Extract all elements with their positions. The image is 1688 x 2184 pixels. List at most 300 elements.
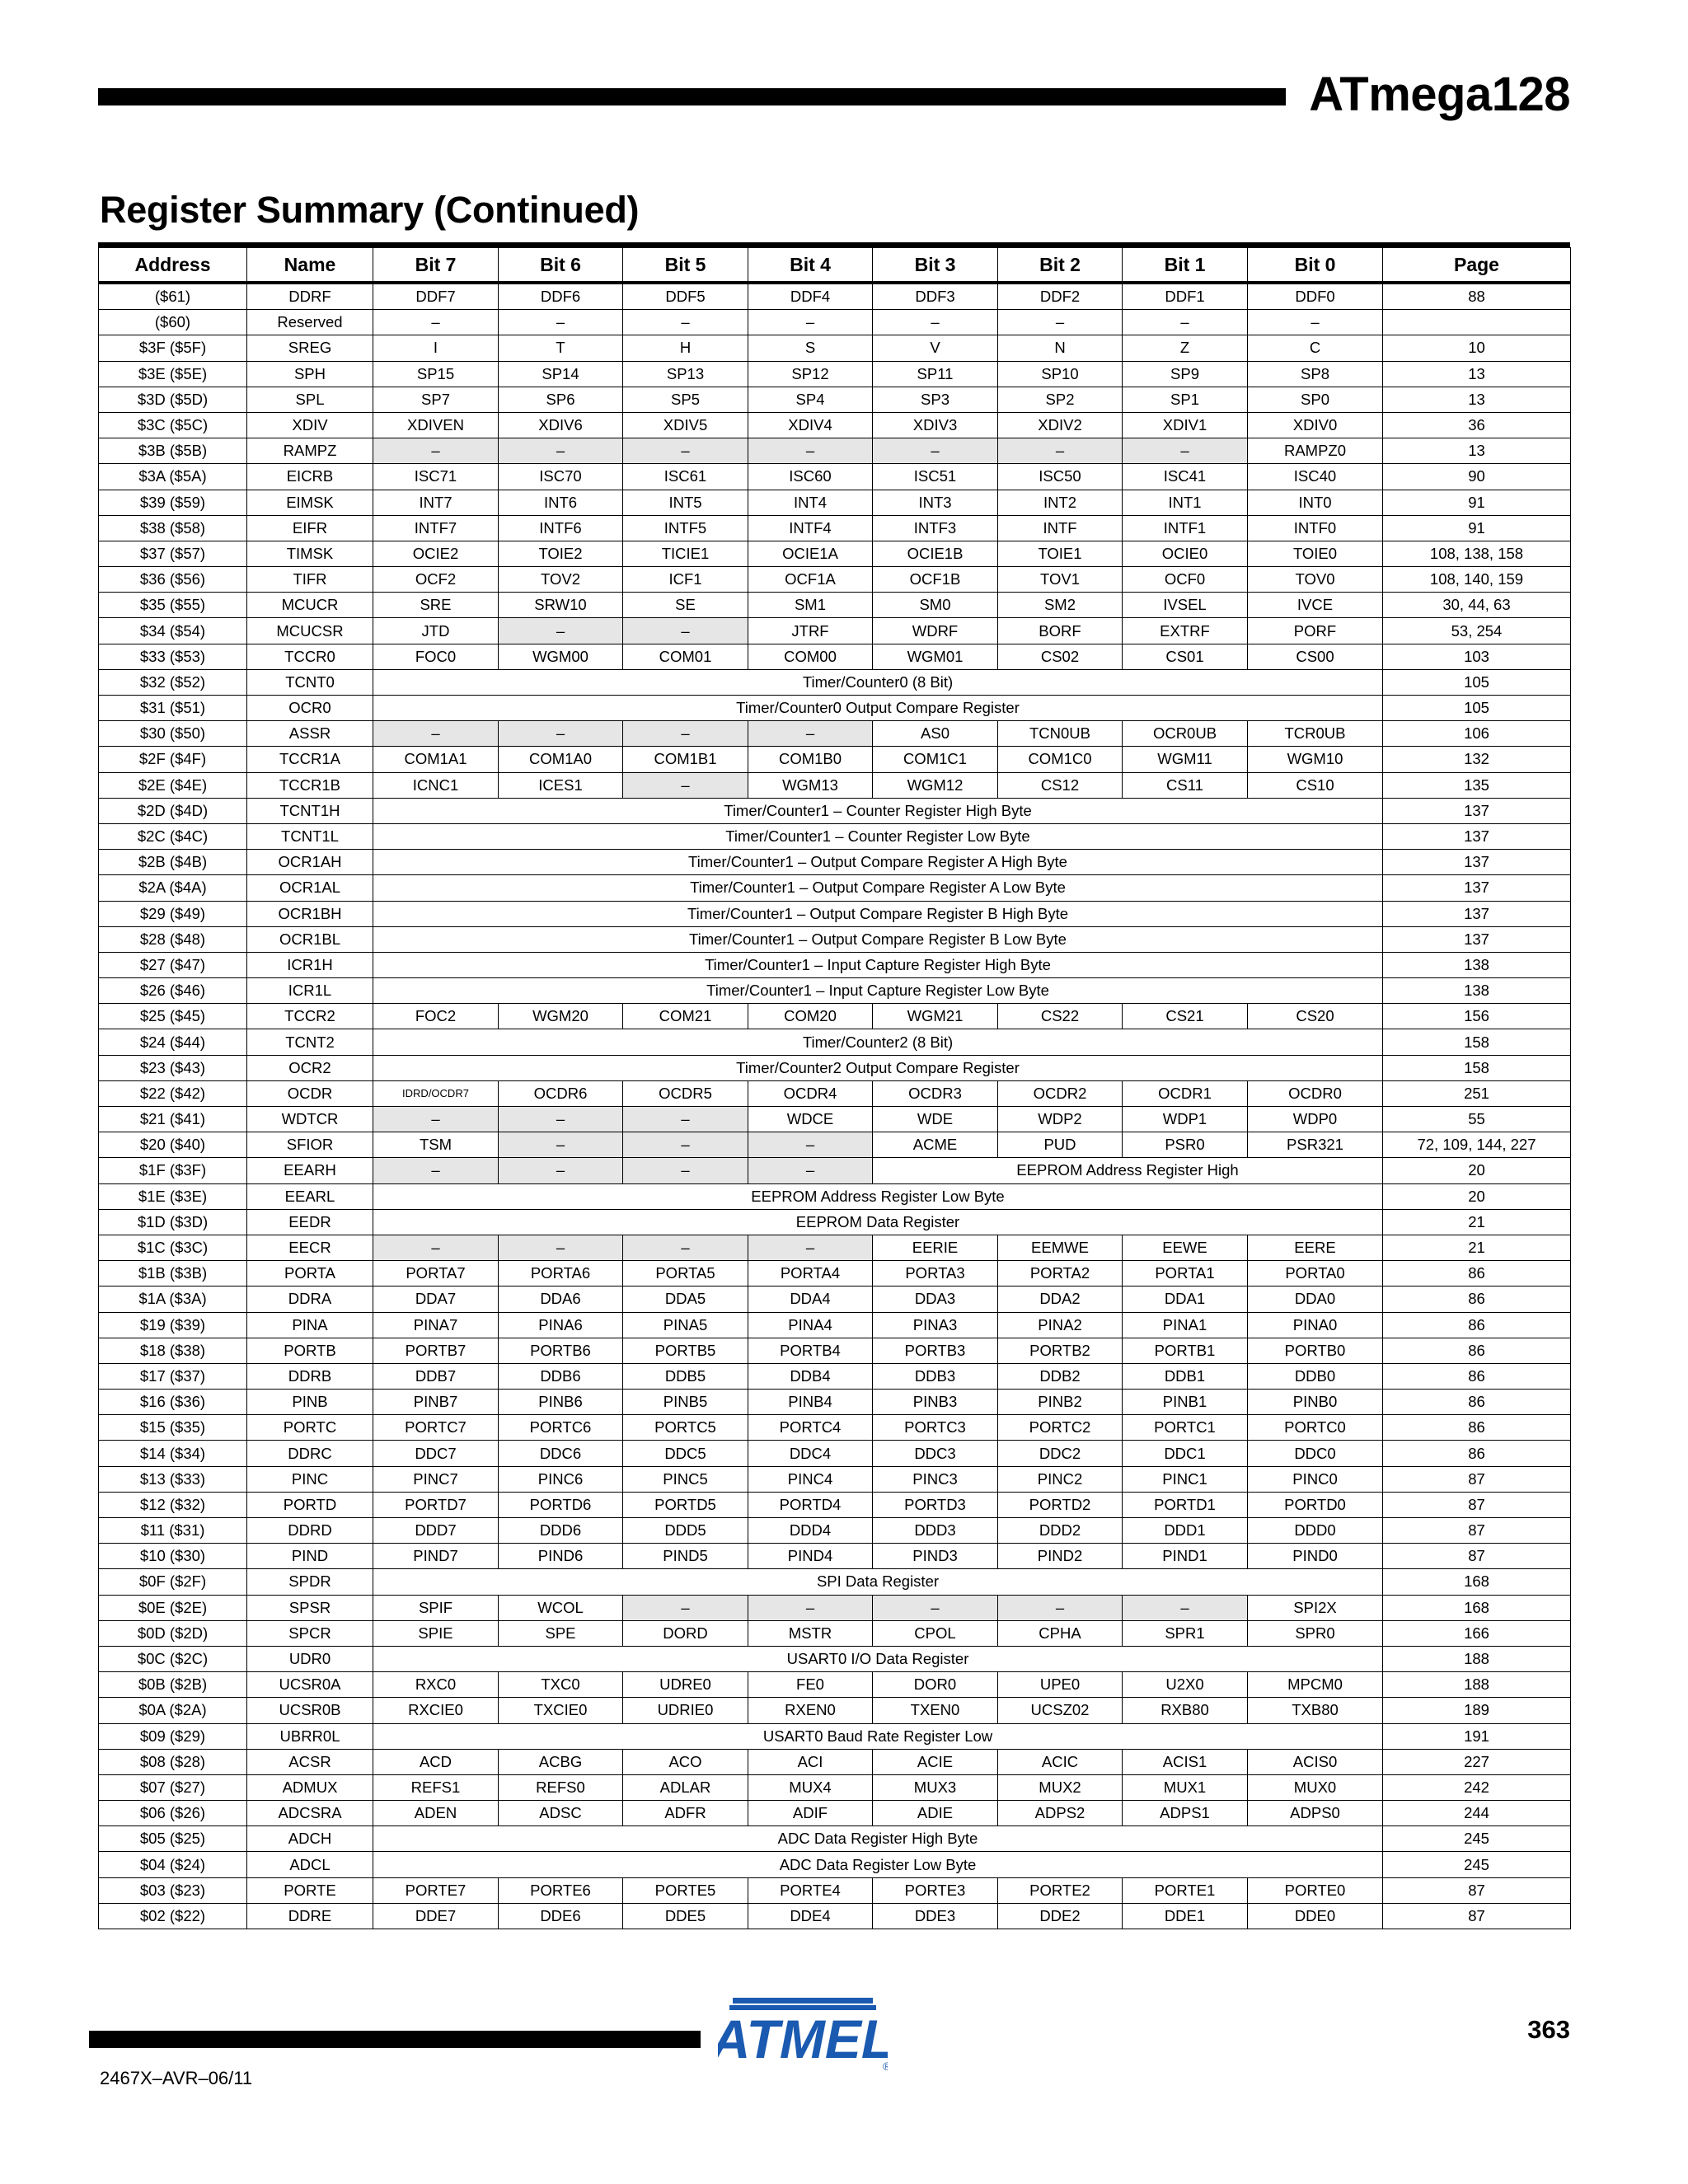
register-name-cell: PORTC [247,1415,373,1441]
bit-cell: OCDR3 [873,1080,998,1106]
register-name-cell: OCR2 [247,1055,373,1080]
table-row [99,387,1571,412]
address-cell: $11 ($31) [99,1518,247,1544]
address-cell: $03 ($23) [99,1877,247,1903]
bit-cell: PIND5 [623,1544,748,1569]
bit-cell: SM1 [748,593,873,618]
bit-cell: XDIVEN [373,412,499,438]
bit-cell: OCF1B [873,567,998,593]
bit-cell: SM2 [998,593,1123,618]
page-cell: 21 [1383,1235,1571,1260]
bit-cell: DDF6 [499,283,623,310]
page-cell: 137 [1383,901,1571,926]
bit-cell: SPIF [373,1595,499,1620]
table-row [99,593,1571,618]
register-description-cell: Timer/Counter1 – Counter Register Low Byte [373,823,1383,849]
table-row [99,1620,1571,1646]
bit-cell: COM1B1 [623,747,748,772]
page-cell: 158 [1383,1029,1571,1055]
address-cell: $34 ($54) [99,618,247,644]
bit-cell: OCIE1B [873,541,998,566]
bit-cell: C [1248,335,1383,361]
page-cell: 87 [1383,1903,1571,1929]
bit-cell: MUX0 [1248,1774,1383,1800]
bit-cell: CS20 [1248,1004,1383,1029]
register-table [98,247,1571,1929]
address-cell: ($61) [99,283,247,310]
bit-cell: – [1123,1595,1248,1620]
register-name-cell: EEDR [247,1209,373,1235]
bit-cell: WDCE [748,1107,873,1132]
bit-cell: PINC7 [373,1466,499,1492]
bit-cell: OCDR6 [499,1080,623,1106]
bit-cell: DDE7 [373,1903,499,1929]
bit-cell: PINB6 [499,1390,623,1415]
bit-cell: OCR0UB [1123,721,1248,747]
address-cell: $37 ($57) [99,541,247,566]
page-cell: 158 [1383,1055,1571,1080]
bit-cell: INTF7 [373,515,499,541]
bit-cell: ACIS0 [1248,1749,1383,1774]
table-row [99,1826,1571,1852]
column-header: Address [99,248,247,284]
bit-cell: PORTA6 [499,1261,623,1286]
bit-cell: PORTC1 [1123,1415,1248,1441]
bit-cell: ADSC [499,1801,623,1826]
bit-cell: PINB1 [1123,1390,1248,1415]
bit-cell: PINC2 [998,1466,1123,1492]
bit-cell: INTF [998,515,1123,541]
bit-cell: ACO [623,1749,748,1774]
bit-cell: V [873,335,998,361]
bit-cell: DDE4 [748,1903,873,1929]
register-description-cell: ADC Data Register Low Byte [373,1852,1383,1877]
bit-cell: PORTC4 [748,1415,873,1441]
register-description-cell: Timer/Counter0 (8 Bit) [373,669,1383,695]
bit-cell: ACD [373,1749,499,1774]
bit-cell: ISC70 [499,464,623,490]
bit-cell: ADEN [373,1801,499,1826]
register-name-cell: TCNT0 [247,669,373,695]
bit-cell: MSTR [748,1620,873,1646]
bit-cell: – [499,1158,623,1183]
register-description-cell: USART0 I/O Data Register [373,1646,1383,1671]
bit-cell: PINA4 [748,1312,873,1338]
bit-cell: PORTC2 [998,1415,1123,1441]
bit-cell: PORTA0 [1248,1261,1383,1286]
register-name-cell: DDRA [247,1286,373,1312]
register-description-cell: USART0 Baud Rate Register Low [373,1723,1383,1749]
document-id: 2467X–AVR–06/11 [100,2068,253,2088]
bit-cell: EEMWE [998,1235,1123,1260]
column-header: Bit 6 [499,248,623,284]
table-row [99,823,1571,849]
column-header: Page [1383,248,1571,284]
bit-cell: PINC6 [499,1466,623,1492]
bit-cell: PIND2 [998,1544,1123,1569]
address-cell: $36 ($56) [99,567,247,593]
bit-cell: EXTRF [1123,618,1248,644]
register-name-cell: UDR0 [247,1646,373,1671]
page-cell: 132 [1383,747,1571,772]
bit-cell: MUX4 [748,1774,873,1800]
table-row [99,1441,1571,1466]
table-row [99,1338,1571,1363]
table-row [99,926,1571,952]
table-row [99,490,1571,515]
bit-cell: DORD [623,1620,748,1646]
page-cell: 137 [1383,823,1571,849]
bit-cell: TCN0UB [998,721,1123,747]
bit-cell: ICF1 [623,567,748,593]
bit-cell: OCIE2 [373,541,499,566]
bit-cell: SP5 [623,387,748,412]
bit-cell: DDD7 [373,1518,499,1544]
bit-cell: – [748,1158,873,1183]
table-row [99,618,1571,644]
address-cell: $2F ($4F) [99,747,247,772]
bit-cell: COM01 [623,644,748,669]
bit-cell: WGM21 [873,1004,998,1029]
bit-cell: COM00 [748,644,873,669]
bit-cell: DDD4 [748,1518,873,1544]
bit-cell: PORTC7 [373,1415,499,1441]
bit-cell: DDC4 [748,1441,873,1466]
address-cell: $38 ($58) [99,515,247,541]
address-cell: $0D ($2D) [99,1620,247,1646]
bit-cell: PORTE3 [873,1877,998,1903]
page-cell: 106 [1383,721,1571,747]
register-name-cell: UCSR0B [247,1698,373,1723]
bit-cell: – [998,310,1123,335]
register-name-cell: SFIOR [247,1132,373,1158]
table-row [99,1492,1571,1517]
bit-cell: WGM20 [499,1004,623,1029]
address-cell: $04 ($24) [99,1852,247,1877]
page-cell: 87 [1383,1492,1571,1517]
address-cell: $3B ($5B) [99,438,247,464]
bit-cell: IVSEL [1123,593,1248,618]
register-description-cell: SPI Data Register [373,1569,1383,1595]
register-name-cell: OCDR [247,1080,373,1106]
register-name-cell: DDRE [247,1903,373,1929]
table-row [99,541,1571,566]
bit-cell: UPE0 [998,1672,1123,1698]
page-title: Register Summary (Continued) [100,189,640,231]
bit-cell: TOIE2 [499,541,623,566]
bit-cell: INTF6 [499,515,623,541]
page-cell: 86 [1383,1441,1571,1466]
register-description-cell: Timer/Counter1 – Output Compare Register A Low Byte [373,875,1383,901]
address-cell: $17 ($37) [99,1363,247,1389]
bit-cell: WGM00 [499,644,623,669]
register-name-cell: TCCR1B [247,772,373,798]
bit-cell: – [373,1158,499,1183]
bit-cell: RAMPZ0 [1248,438,1383,464]
page-cell: 87 [1383,1877,1571,1903]
bit-cell: SP13 [623,361,748,387]
bit-cell: INT0 [1248,490,1383,515]
page-cell: 137 [1383,875,1571,901]
bit-cell: ACBG [499,1749,623,1774]
address-cell: $3E ($5E) [99,361,247,387]
address-cell: $24 ($44) [99,1029,247,1055]
register-name-cell: PINA [247,1312,373,1338]
bit-cell: DDE0 [1248,1903,1383,1929]
bit-cell: PORTD3 [873,1492,998,1517]
page-cell: 86 [1383,1338,1571,1363]
table-row [99,721,1571,747]
bit-cell: WGM01 [873,644,998,669]
bit-cell: SRE [373,593,499,618]
register-description-cell: EEPROM Address Register Low Byte [373,1183,1383,1209]
register-description-cell: Timer/Counter1 – Output Compare Register B Low Byte [373,926,1383,952]
bit-cell: PORTE4 [748,1877,873,1903]
table-row [99,1698,1571,1723]
bit-cell: OCF2 [373,567,499,593]
bit-cell: OCDR0 [1248,1080,1383,1106]
bit-cell: DDF0 [1248,283,1383,310]
register-description-cell: Timer/Counter2 Output Compare Register [373,1055,1383,1080]
register-name-cell: SREG [247,335,373,361]
column-header: Bit 2 [998,248,1123,284]
register-name-cell: OCR1BL [247,926,373,952]
register-name-cell: EEARL [247,1183,373,1209]
address-cell: $27 ($47) [99,952,247,977]
bit-cell: DDC6 [499,1441,623,1466]
bit-cell: JTRF [748,618,873,644]
register-name-cell: PORTD [247,1492,373,1517]
bit-cell: DDC1 [1123,1441,1248,1466]
bit-cell: ISC40 [1248,464,1383,490]
bit-cell: – [623,1595,748,1620]
bit-cell: PIND1 [1123,1544,1248,1569]
bit-cell: – [373,310,499,335]
table-row [99,1852,1571,1877]
header-title: ATmega128 [1309,68,1570,121]
bit-cell: PINB3 [873,1390,998,1415]
bit-cell: REFS0 [499,1774,623,1800]
table-row [99,1518,1571,1544]
bit-cell: – [499,721,623,747]
register-name-cell: MCUCSR [247,618,373,644]
table-row [99,1544,1571,1569]
bit-cell: COM1B0 [748,747,873,772]
bit-cell: SPI2X [1248,1595,1383,1620]
bit-cell: TOV2 [499,567,623,593]
bit-cell: RXB80 [1123,1698,1248,1723]
bit-cell: PORTD7 [373,1492,499,1517]
table-row [99,875,1571,901]
bit-cell: SP6 [499,387,623,412]
register-name-cell: EIMSK [247,490,373,515]
bit-cell: – [373,438,499,464]
table-row [99,1261,1571,1286]
register-name-cell: EICRB [247,464,373,490]
page-cell: 244 [1383,1801,1571,1826]
address-cell: $3F ($5F) [99,335,247,361]
address-cell: $35 ($55) [99,593,247,618]
bit-cell: DDF4 [748,283,873,310]
bit-cell: – [623,438,748,464]
bit-cell: CS11 [1123,772,1248,798]
page-cell [1383,310,1571,335]
bit-cell: PORTB3 [873,1338,998,1363]
bit-cell: INTF4 [748,515,873,541]
bit-cell: CS00 [1248,644,1383,669]
register-name-cell: XDIV [247,412,373,438]
bit-cell: DOR0 [873,1672,998,1698]
page-cell: 87 [1383,1466,1571,1492]
page-cell: 138 [1383,978,1571,1004]
bit-cell: PINA3 [873,1312,998,1338]
table-row [99,1286,1571,1312]
address-cell: $2D ($4D) [99,798,247,823]
table-row [99,310,1571,335]
register-name-cell: SPDR [247,1569,373,1595]
register-name-cell: SPL [247,387,373,412]
address-cell: $25 ($45) [99,1004,247,1029]
bit-cell: IDRD/OCDR7 [373,1080,499,1106]
bit-cell: – [499,1107,623,1132]
address-cell: $2A ($4A) [99,875,247,901]
bit-cell: WGM12 [873,772,998,798]
bit-cell: ISC41 [1123,464,1248,490]
column-header: Bit 1 [1123,248,1248,284]
bit-cell: PINB7 [373,1390,499,1415]
register-name-cell: WDTCR [247,1107,373,1132]
table-row [99,438,1571,464]
address-cell: $14 ($34) [99,1441,247,1466]
bit-cell: – [623,772,748,798]
bit-cell: CS22 [998,1004,1123,1029]
bit-cell: UCSZ02 [998,1698,1123,1723]
bit-cell: IVCE [1248,593,1383,618]
bit-cell: INT1 [1123,490,1248,515]
bit-cell: – [1248,310,1383,335]
bit-cell: SP4 [748,387,873,412]
register-name-cell: EEARH [247,1158,373,1183]
register-name-cell: TIMSK [247,541,373,566]
bit-cell: – [623,1107,748,1132]
register-name-cell: EIFR [247,515,373,541]
address-cell: $1D ($3D) [99,1209,247,1235]
bit-cell: – [748,1235,873,1260]
bit-cell: DDD5 [623,1518,748,1544]
bit-cell: INT2 [998,490,1123,515]
bit-cell: ACIC [998,1749,1123,1774]
table-row [99,1466,1571,1492]
bit-cell: – [748,1595,873,1620]
register-description-cell: Timer/Counter1 – Output Compare Register A High Byte [373,850,1383,875]
table-row [99,644,1571,669]
register-name-cell: SPCR [247,1620,373,1646]
page-cell: 86 [1383,1312,1571,1338]
table-row [99,901,1571,926]
address-cell: $09 ($29) [99,1723,247,1749]
bit-cell: DDA0 [1248,1286,1383,1312]
address-cell: $32 ($52) [99,669,247,695]
bit-cell: ADPS0 [1248,1801,1383,1826]
bit-cell: PORTA2 [998,1261,1123,1286]
bit-cell: WGM13 [748,772,873,798]
bit-cell: DDA4 [748,1286,873,1312]
address-cell: $26 ($46) [99,978,247,1004]
bit-cell: DDF1 [1123,283,1248,310]
bit-cell: RXCIE0 [373,1698,499,1723]
bit-cell: PORTD1 [1123,1492,1248,1517]
bit-cell: OCDR5 [623,1080,748,1106]
table-row [99,1055,1571,1080]
bit-cell: PINC5 [623,1466,748,1492]
address-cell: $23 ($43) [99,1055,247,1080]
address-cell: $29 ($49) [99,901,247,926]
bit-cell: XDIV3 [873,412,998,438]
bit-cell: TOV0 [1248,567,1383,593]
table-row [99,1235,1571,1260]
bit-cell: CS21 [1123,1004,1248,1029]
page-cell: 72, 109, 144, 227 [1383,1132,1571,1158]
register-name-cell: OCR0 [247,696,373,721]
page-cell: 20 [1383,1183,1571,1209]
bit-cell: PORTB7 [373,1338,499,1363]
bit-cell: COM1A0 [499,747,623,772]
bit-cell: WDP0 [1248,1107,1383,1132]
bit-cell: PORTD0 [1248,1492,1383,1517]
bit-cell: ADFR [623,1801,748,1826]
bit-cell: – [998,1595,1123,1620]
bit-cell: PINA6 [499,1312,623,1338]
bit-cell: – [373,1107,499,1132]
bit-cell: PINB5 [623,1390,748,1415]
bit-cell: DDE1 [1123,1903,1248,1929]
bit-cell: PINA5 [623,1312,748,1338]
address-cell: $12 ($32) [99,1492,247,1517]
bit-cell: OCIE1A [748,541,873,566]
bit-cell: XDIV1 [1123,412,1248,438]
bit-cell: COM1C1 [873,747,998,772]
register-name-cell: ADMUX [247,1774,373,1800]
page-cell: 137 [1383,850,1571,875]
page-cell: 103 [1383,644,1571,669]
table-row [99,1749,1571,1774]
table-row [99,1903,1571,1929]
register-description-cell: ADC Data Register High Byte [373,1826,1383,1852]
bit-cell: CS02 [998,644,1123,669]
bit-cell: TOV1 [998,567,1123,593]
table-row [99,567,1571,593]
column-header: Bit 3 [873,248,998,284]
page-cell: 137 [1383,926,1571,952]
bit-cell: EERE [1248,1235,1383,1260]
table-row [99,1774,1571,1800]
bit-cell: WGM11 [1123,747,1248,772]
bit-cell: BORF [998,618,1123,644]
bit-cell: – [499,1132,623,1158]
bit-cell: SP8 [1248,361,1383,387]
bit-cell: PIND6 [499,1544,623,1569]
bit-cell: ISC51 [873,464,998,490]
bit-cell: – [873,438,998,464]
bit-cell: DDE6 [499,1903,623,1929]
bit-cell: INTF1 [1123,515,1248,541]
register-name-cell: EECR [247,1235,373,1260]
bit-cell: DDC7 [373,1441,499,1466]
address-cell: $2E ($4E) [99,772,247,798]
bit-cell: DDF2 [998,283,1123,310]
register-name-cell: SPH [247,361,373,387]
page-cell: 108, 140, 159 [1383,567,1571,593]
